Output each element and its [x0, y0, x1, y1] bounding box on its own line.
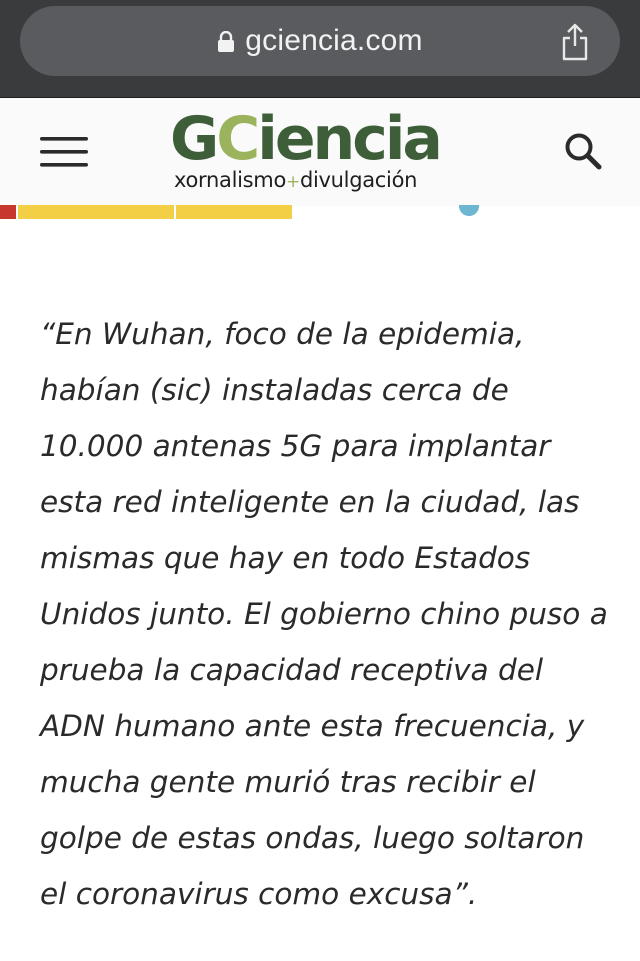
- url-text[interactable]: gciencia.com: [245, 24, 423, 57]
- quote-line: prueba la capacidad receptiva del: [40, 653, 544, 687]
- strip-red-segment: [0, 205, 16, 219]
- quote-line: mucha gente murió tras recibir el: [40, 765, 536, 799]
- logo-tagline: xornalismo+divulgación: [174, 168, 418, 192]
- quote-line: mismas que hay en todo Estados: [40, 541, 531, 575]
- share-icon[interactable]: [560, 22, 590, 62]
- quote-line: “En Wuhan, foco de la epidemia,: [40, 317, 525, 351]
- quote-line: el coronavirus como excusa”.: [40, 877, 478, 911]
- strip-blue-dot: [459, 205, 479, 216]
- lock-icon: [217, 31, 235, 53]
- quote-line: Unidos junto. El gobierno chino puso a: [40, 597, 608, 631]
- address-bar[interactable]: [20, 6, 620, 76]
- strip-yellow-segment: [18, 205, 174, 219]
- quote-line: esta red inteligente en la ciudad, las: [40, 485, 580, 519]
- strip-yellow-segment: [176, 205, 292, 219]
- logo-wordmark: GCiencia: [170, 104, 440, 174]
- search-icon[interactable]: [562, 130, 604, 172]
- hamburger-icon[interactable]: [40, 134, 88, 170]
- quote-line: golpe de estas ondas, luego soltaron: [40, 821, 585, 855]
- quote-line: habían (sic) instaladas cerca de: [40, 373, 509, 407]
- site-logo[interactable]: [168, 102, 478, 200]
- article-quote: [40, 306, 620, 922]
- browser-toolbar: [0, 0, 640, 97]
- quote-line: 10.000 antenas 5G para implantar: [40, 429, 551, 463]
- quote-line: ADN humano ante esta frecuencia, y: [40, 709, 585, 743]
- color-strip: [0, 205, 640, 219]
- site-header: [0, 97, 640, 206]
